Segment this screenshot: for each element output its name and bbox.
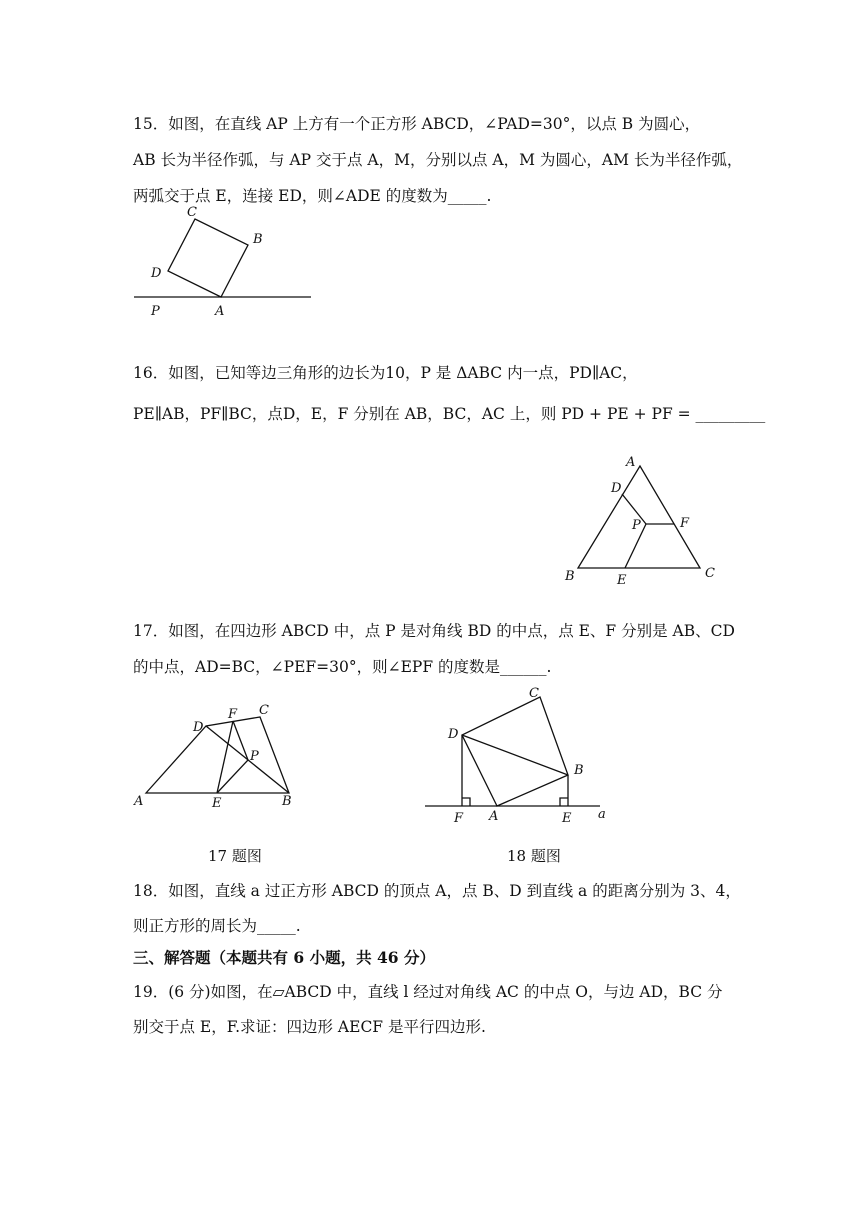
q16-label-p: P bbox=[632, 518, 641, 533]
q15-line-2: AB 长为半径作弧，与 AP 交于点 A，M，分别以点 A，M 为圆心，AM 长为半径作弧， bbox=[133, 151, 743, 169]
q17-label-c: C bbox=[259, 703, 269, 718]
q17-caption: 17 题图 bbox=[208, 847, 262, 865]
q15-label-p: P bbox=[151, 304, 160, 319]
q18-label-a-line: a bbox=[598, 807, 606, 822]
q15-label-b: B bbox=[253, 232, 263, 247]
q17-label-b: B bbox=[282, 794, 292, 809]
q17-label-e: E bbox=[212, 796, 222, 811]
q16-line-1: 16．如图，已知等边三角形的边长为10，P 是 ΔABC 内一点，PD∥AC， bbox=[133, 364, 638, 382]
q18-label-a: A bbox=[489, 809, 499, 824]
q16-label-c: C bbox=[705, 566, 715, 581]
q17-label-p: P bbox=[250, 749, 259, 764]
q15-label-a: A bbox=[215, 304, 225, 319]
q18-line-2: 则正方形的周长为_____. bbox=[133, 917, 301, 935]
q18-label-d: D bbox=[448, 727, 459, 742]
q19-line-2: 别交于点 E，F.求证：四边形 AECF 是平行四边形. bbox=[133, 1018, 486, 1036]
q17-line-2: 的中点，AD=BC，∠PEF=30°，则∠EPF 的度数是______. bbox=[133, 658, 552, 676]
q19-line-1: 19．(6 分)如图，在▱ABCD 中，直线 l 经过对角线 AC 的中点 O，与边 AD，BC 分 bbox=[133, 983, 723, 1001]
q16-label-f: F bbox=[680, 516, 690, 531]
q17-label-a: A bbox=[134, 794, 144, 809]
q18-label-c: C bbox=[529, 686, 539, 701]
q18-label-e: E bbox=[562, 811, 572, 826]
q15-line-3: 两弧交于点 E，连接 ED，则∠ADE 的度数为_____. bbox=[133, 187, 492, 205]
q16-label-d: D bbox=[611, 481, 622, 496]
q15-label-d: D bbox=[151, 266, 162, 281]
q18-label-f: F bbox=[454, 811, 464, 826]
q16-label-b: B bbox=[565, 569, 575, 584]
q18-caption: 18 题图 bbox=[507, 847, 561, 865]
q17-label-f: F bbox=[228, 707, 238, 722]
section-3-heading: 三、解答题（本题共有 6 小题，共 46 分） bbox=[133, 948, 435, 967]
q18-label-b: B bbox=[574, 763, 584, 778]
q17-label-d: D bbox=[193, 720, 204, 735]
q15-line-1: 15．如图，在直线 AP 上方有一个正方形 ABCD，∠PAD=30°，以点 B 为圆心， bbox=[133, 115, 701, 133]
q16-label-e: E bbox=[617, 573, 627, 588]
q18-line-1: 18．如图，直线 a 过正方形 ABCD 的顶点 A，点 B、D 到直线 a 的距离分别为 3、4， bbox=[133, 882, 741, 900]
q16-line-2: PE∥AB，PF∥BC，点D，E，F 分别在 AB，BC，AC 上，则 PD + PE + PF = _________ bbox=[133, 405, 766, 423]
q17-line-1: 17．如图，在四边形 ABCD 中，点 P 是对角线 BD 的中点，点 E、F 分别是 AB、CD bbox=[133, 622, 735, 640]
q16-label-a: A bbox=[626, 455, 636, 470]
q15-label-c: C bbox=[187, 205, 197, 220]
